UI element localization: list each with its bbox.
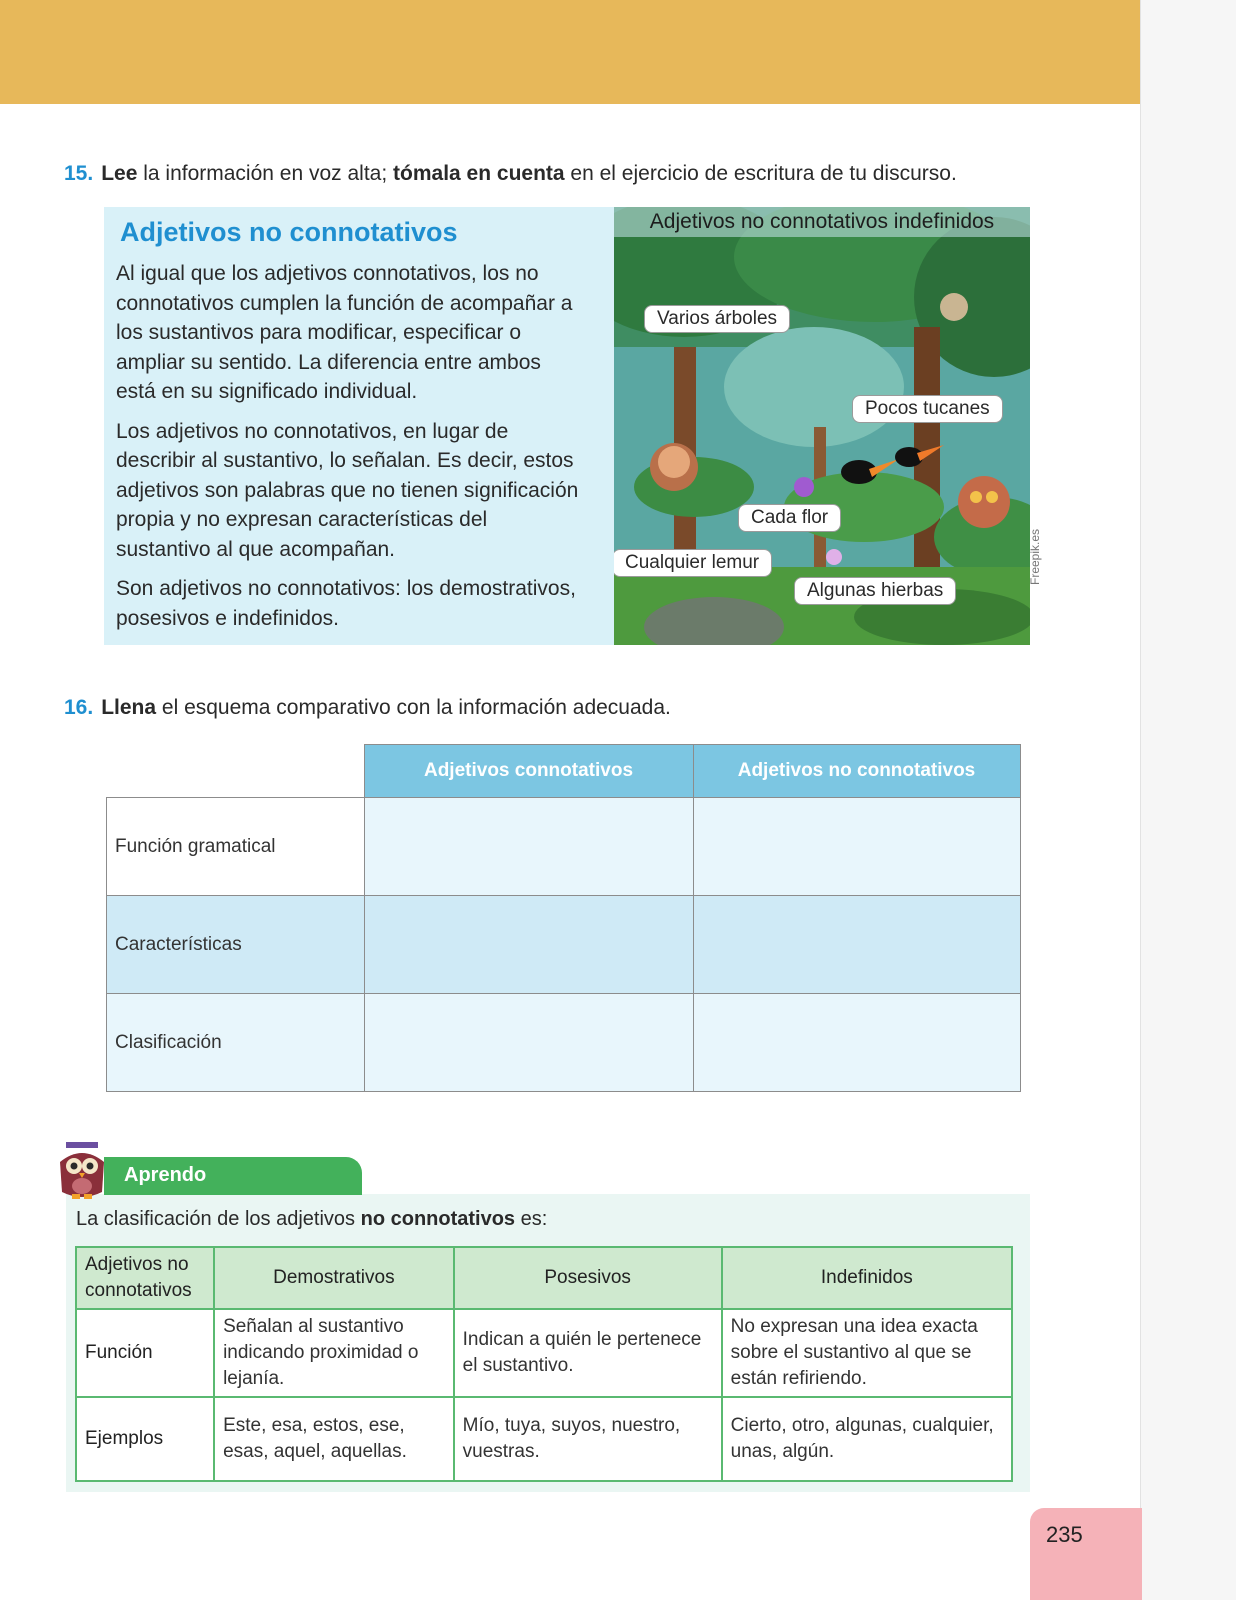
info-paragraph: Al igual que los adjetivos connotativos, los no connotativos cumplen la función de acompañar a los sustantivos para modificar, especificar o ampliar su sentido. La diferencia entre ambos está en su significado individual.	[116, 262, 573, 403]
aprendo-intro	[76, 1208, 547, 1231]
answer-cell[interactable]	[693, 896, 1020, 994]
column-header: Adjetivos connotativos	[364, 745, 693, 798]
row-label: Ejemplos	[76, 1397, 214, 1481]
label-tag: Cada flor	[738, 504, 841, 532]
intro-text: La clasificación de los adjetivos	[76, 1208, 361, 1230]
comparison-row	[107, 798, 1021, 896]
question-lead: Llena	[101, 696, 157, 719]
classification-row	[76, 1397, 1012, 1481]
question-bold: tómala en cuenta	[393, 162, 565, 185]
question-text: la información en voz alta;	[137, 162, 394, 185]
question-text-end: en el ejercicio de escritura de tu discurso.	[564, 162, 957, 185]
answer-cell[interactable]	[364, 896, 693, 994]
column-header: Adjetivos no connotativos	[693, 745, 1020, 798]
column-header: Posesivos	[454, 1247, 722, 1309]
row-label: Función gramatical	[107, 798, 365, 896]
row-label: Características	[107, 896, 365, 994]
column-header: Indefinidos	[722, 1247, 1012, 1309]
answer-cell[interactable]	[693, 798, 1020, 896]
answer-cell[interactable]	[364, 798, 693, 896]
table-cell: Indican a quién le pertenece el sustantivo.	[454, 1309, 722, 1397]
illustration-title: Adjetivos no connotativos indefinidos	[614, 207, 1030, 237]
question-lead: Lee	[101, 162, 138, 185]
question-15	[64, 162, 957, 186]
intro-bold: no connotativos	[360, 1208, 516, 1230]
page-number-tab	[1030, 1508, 1142, 1600]
classification-header-row	[76, 1247, 1012, 1309]
page-number: 235	[1046, 1522, 1083, 1547]
intro-text-end: es:	[515, 1208, 548, 1230]
row-label: Función	[76, 1309, 214, 1397]
info-box	[104, 207, 614, 645]
classification-table	[75, 1246, 1013, 1482]
info-paragraph: Los adjetivos no connotativos, en lugar de describir al sustantivo, lo señalan. Es decir, estos adjetivos son palabras que no tienen significación propia y no expresan características del sustantivo al que acompañan.	[116, 419, 579, 561]
label-tag: Algunas hierbas	[794, 577, 956, 605]
top-color-band	[0, 0, 1140, 104]
label-tag: Varios árboles	[644, 305, 790, 333]
aprendo-label: Aprendo	[124, 1164, 207, 1186]
table-cell: Este, esa, estos, ese, esas, aquel, aquellas.	[214, 1397, 454, 1481]
question-number: 15.	[64, 162, 94, 185]
question-number: 16.	[64, 696, 94, 719]
jungle-illustration	[614, 207, 1030, 645]
column-header: Demostrativos	[214, 1247, 454, 1309]
page-margin	[1140, 0, 1236, 1600]
question-16	[64, 696, 671, 720]
table-cell: Mío, tuya, suyos, nuestro, vuestras.	[454, 1397, 722, 1481]
corner-header: Adjetivos no connotativos	[76, 1247, 214, 1309]
table-cell: Señalan al sustantivo indicando proximidad o lejanía.	[214, 1309, 454, 1397]
table-cell: Cierto, otro, algunas, cualquier, unas, algún.	[722, 1397, 1012, 1481]
comparison-header-row	[107, 745, 1021, 798]
answer-cell[interactable]	[364, 994, 693, 1092]
answer-cell[interactable]	[693, 994, 1020, 1092]
row-label: Clasificación	[107, 994, 365, 1092]
info-paragraph: Son adjetivos no connotativos: los demostrativos, posesivos e indefinidos.	[116, 577, 576, 630]
owl-icon	[52, 1140, 112, 1202]
label-tag: Cualquier lemur	[614, 549, 772, 577]
table-cell: No expresan una idea exacta sobre el sustantivo al que se están refiriendo.	[722, 1309, 1012, 1397]
classification-row	[76, 1309, 1012, 1397]
info-paragraphs	[116, 259, 586, 643]
comparison-row	[107, 896, 1021, 994]
label-tag: Pocos tucanes	[852, 395, 1003, 423]
image-credit: Freepik.es	[1028, 528, 1042, 585]
empty-corner	[107, 745, 365, 798]
comparison-row	[107, 994, 1021, 1092]
info-title: Adjetivos no connotativos	[120, 217, 458, 247]
question-text: el esquema comparativo con la información adecuada.	[156, 696, 671, 719]
comparison-table	[106, 744, 1021, 1092]
